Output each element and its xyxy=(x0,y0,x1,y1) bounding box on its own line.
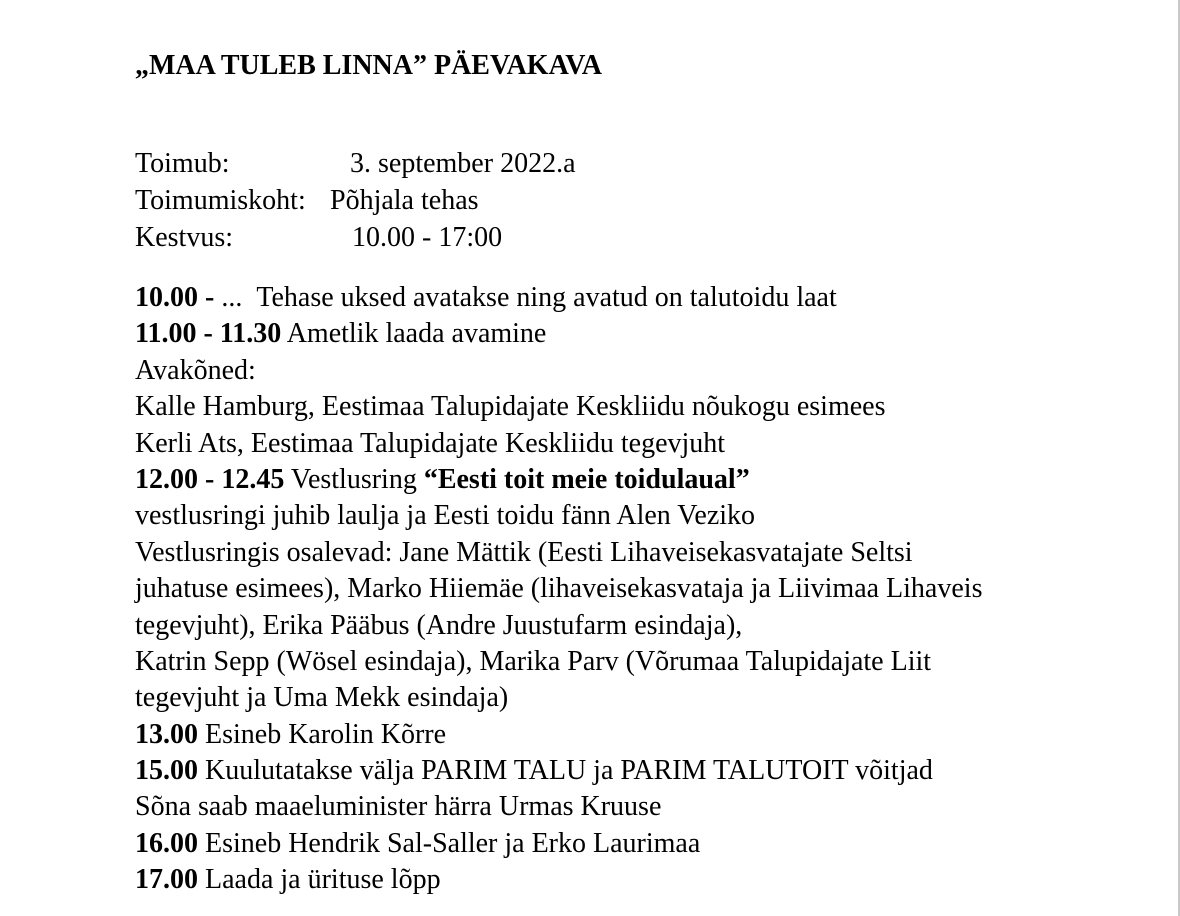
schedule-text: Vestlusring xyxy=(284,463,424,495)
meta-label: Toimub: xyxy=(135,148,230,179)
program-schedule xyxy=(135,280,1180,899)
time-label: 16.00 xyxy=(135,827,198,859)
schedule-text: Esineb Karolin Kõrre xyxy=(198,718,447,750)
time-label: 13.00 xyxy=(135,718,198,750)
schedule-text: Ametlik laada avamine xyxy=(281,318,547,350)
schedule-line xyxy=(135,462,1180,498)
panel-title: “Eesti toit meie toidulaual” xyxy=(423,463,750,495)
schedule-line xyxy=(135,862,1180,898)
schedule-text: Kuulutatakse välja PARIM TALU ja PARIM TALUTOIT võitjad xyxy=(198,755,933,787)
schedule-line xyxy=(135,280,1180,316)
meta-label: Toimumiskoht: xyxy=(135,185,306,216)
text-line: Kerli Ats, Eestimaa Talupidajate Keskliidu tegevjuht xyxy=(135,427,726,459)
text-line: Vestlusringis osalevad: Jane Mättik (Eesti Lihaveisekasvatajate Seltsi xyxy=(135,536,913,568)
meta-value: 3. september 2022.a xyxy=(350,148,576,179)
text-line: Sõna saab maaeluminister härra Urmas Kruuse xyxy=(135,791,662,823)
time-label: 15.00 xyxy=(135,755,198,787)
time-label: 11.00 - 11.30 xyxy=(135,318,282,350)
text-line: Kalle Hamburg, Eestimaa Talupidajate Keskliidu nõukogu esimees xyxy=(135,391,886,423)
ellipsis-text: ... xyxy=(214,282,243,313)
schedule-line xyxy=(135,753,1180,789)
text-line: vestlusringi juhib laulja ja Eesti toidu fänn Alen Veziko xyxy=(135,500,756,532)
text-line: Avakõned: xyxy=(135,354,256,386)
time-label: 17.00 xyxy=(135,864,198,896)
text-line: juhatuse esimees), Marko Hiiemäe (lihaveisekasvataja ja Liivimaa Lihaveis xyxy=(135,573,983,605)
schedule-text: Tehase uksed avatakse ning avatud on talutoidu laat xyxy=(256,282,837,313)
schedule-line xyxy=(135,316,1180,352)
text-line: tegevjuht), Erika Pääbus (Andre Juustufarm esindaja), xyxy=(135,609,743,641)
schedule-line xyxy=(135,826,1180,862)
time-label: 10.00 - xyxy=(135,282,215,313)
text-line: Katrin Sepp (Wösel esindaja), Marika Parv (Võrumaa Talupidajate Liit xyxy=(135,645,932,677)
schedule-text: Esineb Hendrik Sal-Saller ja Erko Laurimaa xyxy=(198,827,701,859)
text-line: tegevjuht ja Uma Mekk esindaja) xyxy=(135,682,509,714)
meta-label: Kestvus: xyxy=(135,222,233,253)
meta-value: Põhjala tehas xyxy=(330,185,479,216)
schedule-line xyxy=(135,717,1180,753)
document-title: „MAA TULEB LINNA” PÄEVAKAVA xyxy=(135,50,603,81)
time-label: 12.00 - 12.45 xyxy=(135,463,285,495)
schedule-text: Laada ja ürituse lõpp xyxy=(198,864,441,896)
meta-value: 10.00 - 17:00 xyxy=(352,222,503,253)
